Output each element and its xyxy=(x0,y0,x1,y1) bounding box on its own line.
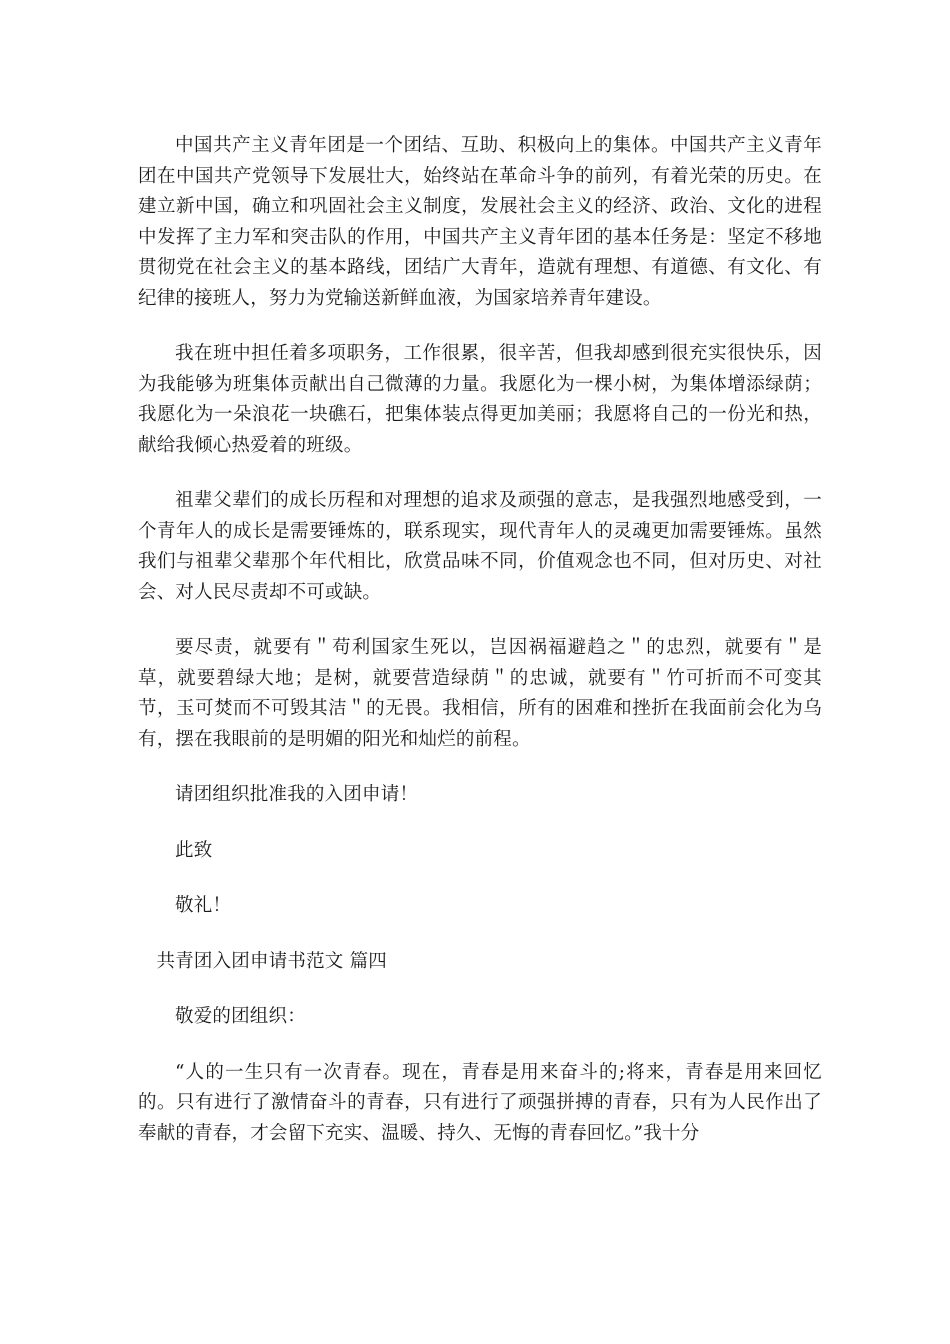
closing-cizhi: 此致 xyxy=(175,839,213,861)
salutation: 敬爱的团组织： xyxy=(175,1006,306,1027)
paragraph-request: 请团组织批准我的入团申请！ xyxy=(175,784,419,805)
document-body xyxy=(138,131,822,1174)
paragraph-youth-quote: “人的一生只有一次青春。现在，青春是用来奋斗的;将来，青春是用来回忆的。只有进行了激情奋斗的青春，只有进行了顽强拼搏的青春，只有为人民作出了奉献的青春，才会留下充实、温暖、持久、无悔的青春回忆。”我十分 xyxy=(138,1061,822,1144)
closing-jingli: 敬礼！ xyxy=(175,895,232,916)
paragraph-ancestors: 祖辈父辈们的成长历程和对理想的追求及顽强的意志，是我强烈地感受到，一个青年人的成长是需要锤炼的，联系现实，现代青年人的灵魂更加需要锤炼。虽然我们与祖辈父辈那个年代相比，欣赏品味不同，价值观念也不同，但对历史、对社会、对人民尽责却不可或缺。 xyxy=(138,490,822,603)
paragraph-responsibility: 要尽责，就要有＂苟利国家生死以，岂因祸福避趋之＂的忠烈，就要有＂是草，就要碧绿大地；是树，就要营造绿荫＂的忠诚，就要有＂竹可折而不可变其节，玉可焚而不可毁其洁＂的无畏。我相信，所有的困难和挫折在我面前会化为乌有，摆在我眼前的是明媚的阳光和灿烂的前程。 xyxy=(138,637,822,750)
paragraph-cyl-intro: 中国共产主义青年团是一个团结、互助、积极向上的集体。中国共产主义青年团在中国共产党领导下发展壮大，始终站在革命斗争的前列，有着光荣的历史。在建立新中国，确立和巩固社会主义制度，发展社会主义的经济、政治、文化的进程中发挥了主力军和突击队的作用，中国共产主义青年团的基本任务是：坚定不移地贯彻党在社会主义的基本路线，团结广大青年，造就有理想、有道德、有文化、有纪律的接班人，努力为党输送新鲜血液，为国家培养青年建设。 xyxy=(138,135,822,309)
section-heading: 共青团入团申请书范文 篇四 xyxy=(156,950,387,972)
paragraph-class-duties: 我在班中担任着多项职务，工作很累，很辛苦，但我却感到很充实很快乐，因为我能够为班集体贡献出自己微薄的力量。我愿化为一棵小树，为集体增添绿荫；我愿化为一朵浪花一块礁石，把集体装点得更加美丽；我愿将自己的一份光和热，献给我倾心热爱着的班级。 xyxy=(138,343,822,456)
